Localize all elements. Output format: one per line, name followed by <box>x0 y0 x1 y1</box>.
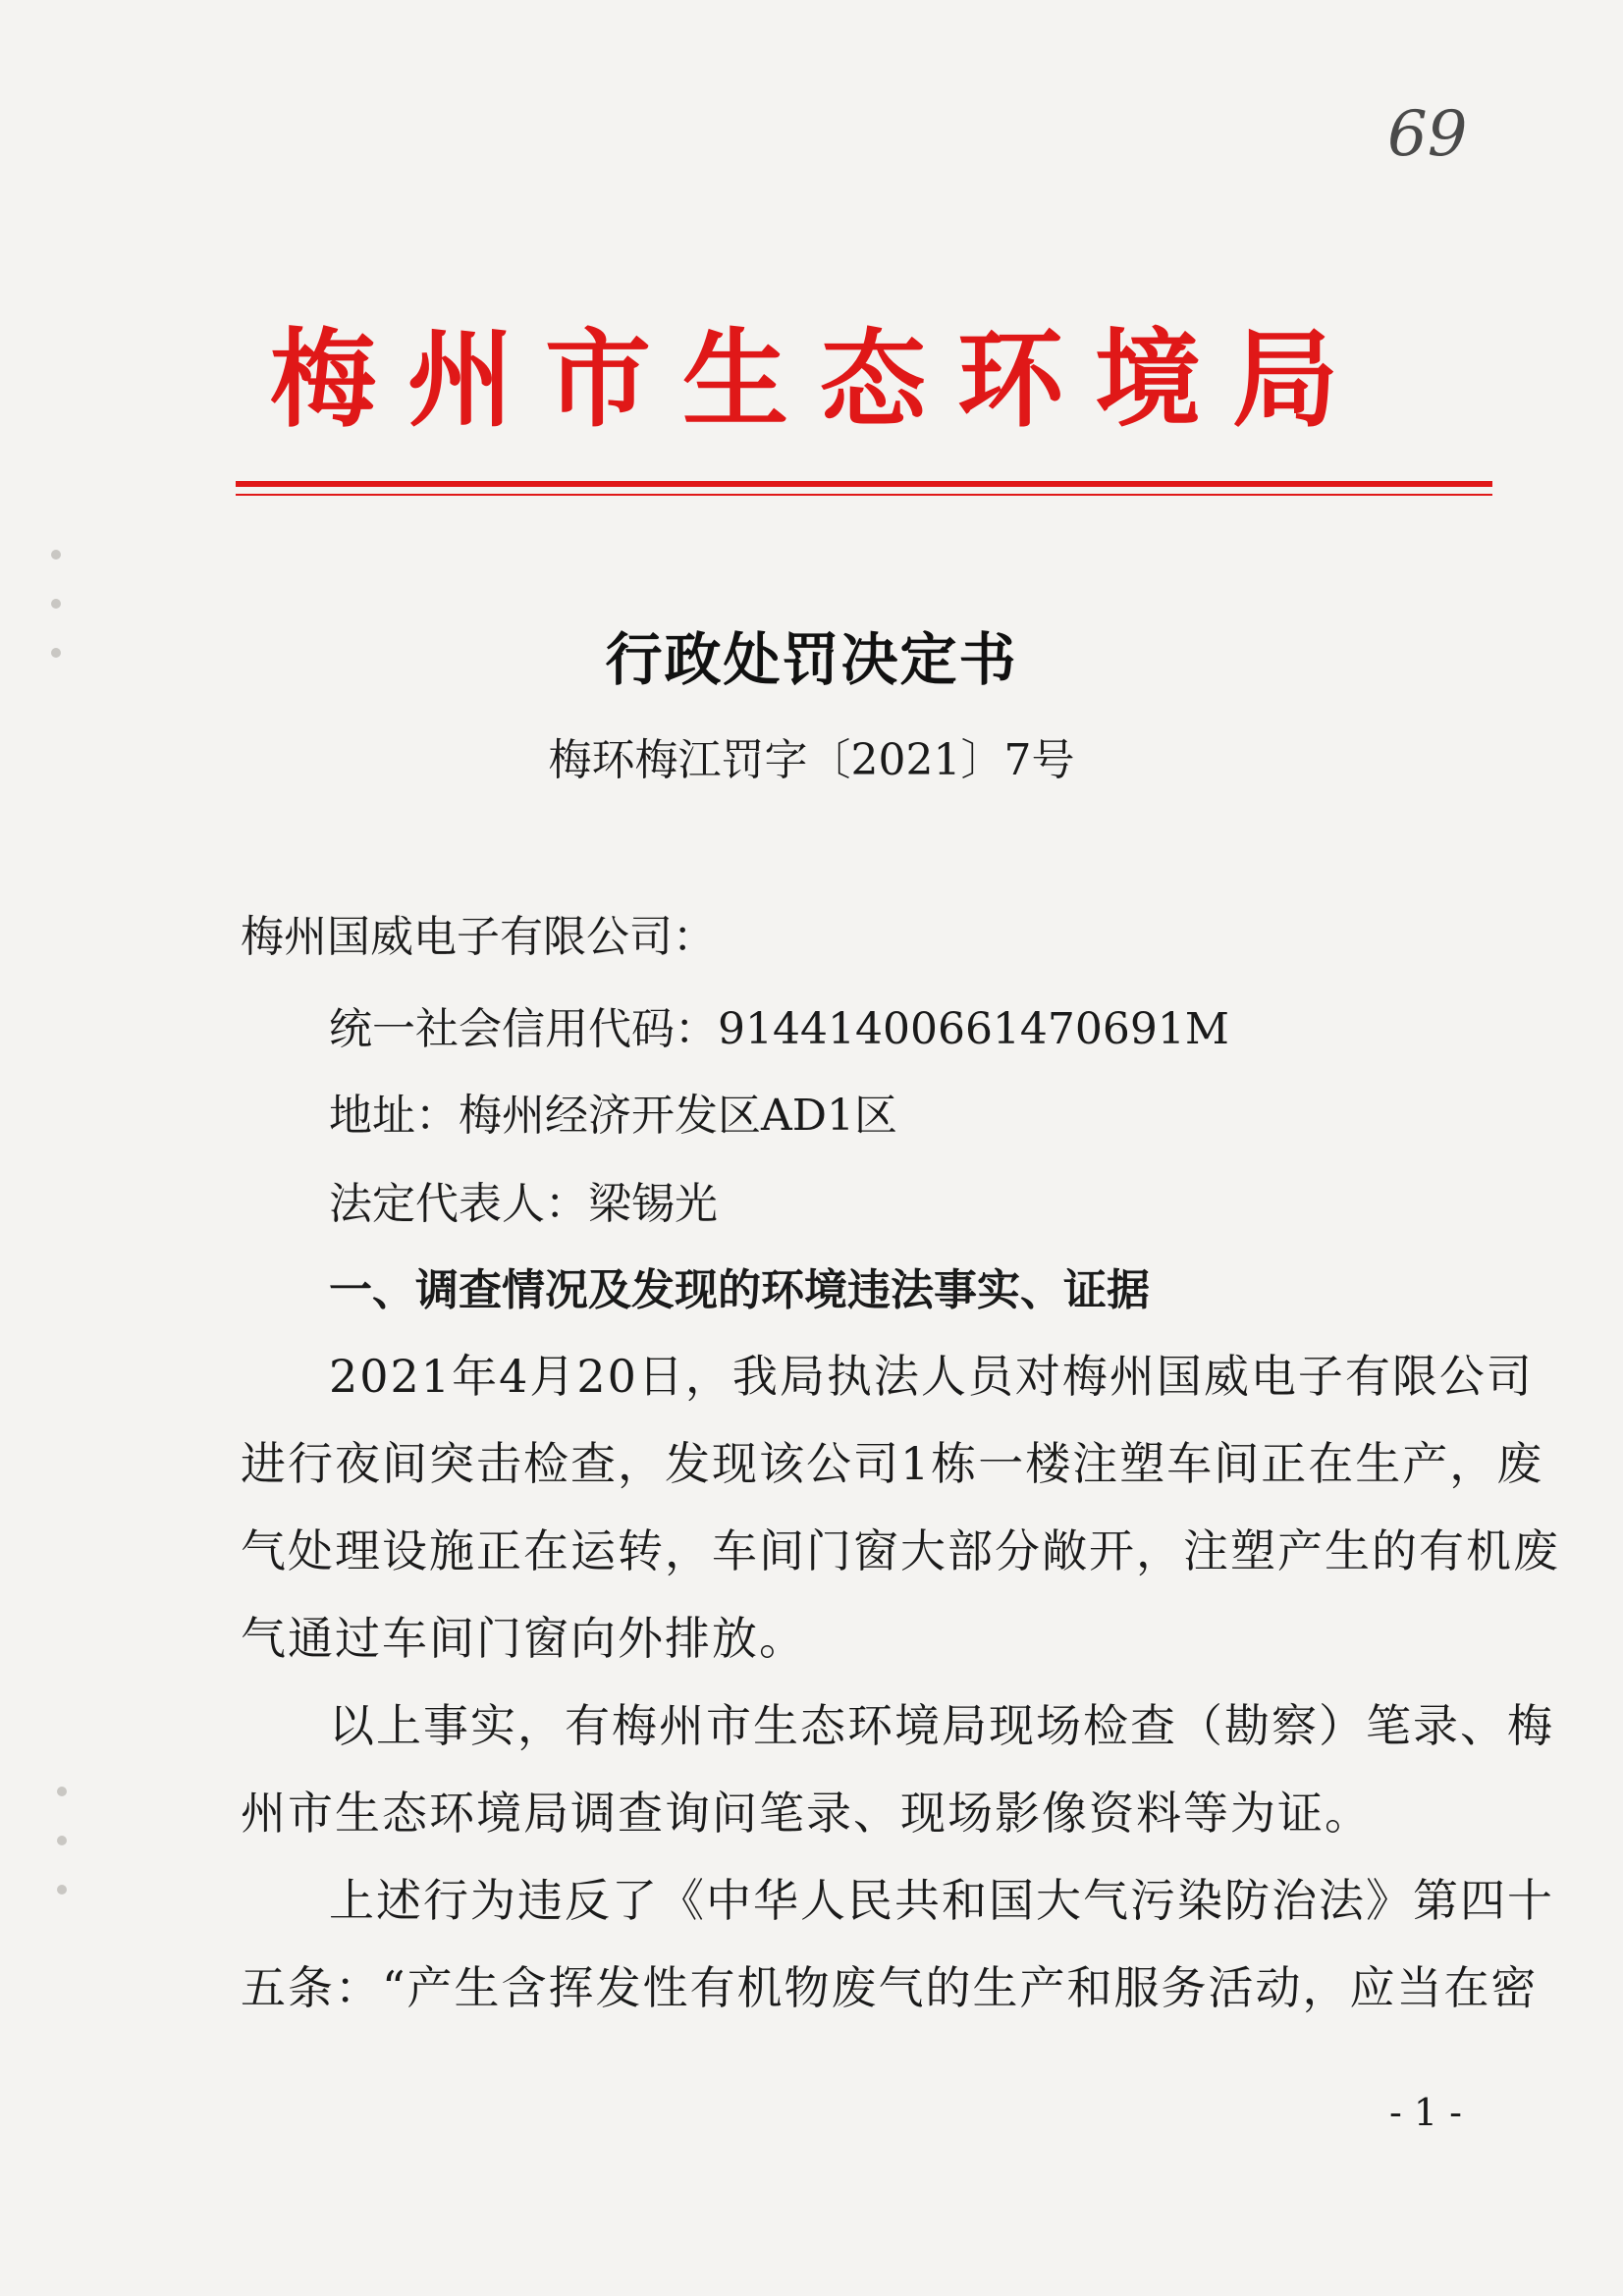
paragraph-line: 气处理设施正在运转，车间门窗大部分敞开，注塑产生的有机废 <box>241 1524 1560 1577</box>
paragraph-line: 五条：“产生含挥发性有机物废气的生产和服务活动，应当在密 <box>241 1961 1539 2014</box>
binding-hole-mark <box>57 1787 67 1796</box>
paragraph-line: 进行夜间突击检查，发现该公司1栋一楼注塑车间正在生产，废 <box>241 1437 1544 1490</box>
header-rule-thick <box>236 481 1492 487</box>
document-title: 行政处罚决定书 <box>605 626 1018 693</box>
recipient-company: 梅州国威电子有限公司： <box>241 912 716 962</box>
document-number: 梅环梅江罚字〔2021〕7号 <box>548 735 1075 785</box>
binding-hole-mark <box>57 1836 67 1845</box>
paragraph-line: 2021年4月20日，我局执法人员对梅州国威电子有限公司 <box>329 1350 1534 1403</box>
recipient-address: 地址：梅州经济开发区AD1区 <box>329 1091 898 1141</box>
footer-page-number: - 1 - <box>1389 2091 1463 2134</box>
paragraph-line: 气通过车间门窗向外排放。 <box>241 1612 806 1665</box>
recipient-credit-code: 统一社会信用代码：91441400661470691M <box>329 1004 1229 1054</box>
recipient-legal-rep: 法定代表人：梁锡光 <box>329 1179 718 1229</box>
handwritten-page-number: 69 <box>1387 98 1468 171</box>
binding-hole-mark <box>51 599 61 609</box>
binding-hole-mark <box>51 550 61 560</box>
binding-hole-mark <box>57 1885 67 1895</box>
paragraph-line: 州市生态环境局调查询问笔录、现场影像资料等为证。 <box>241 1787 1372 1840</box>
header-rule-thin <box>236 494 1492 496</box>
paragraph-line: 上述行为违反了《中华人民共和国大气污染防治法》第四十 <box>329 1874 1554 1927</box>
section-heading: 一、调查情况及发现的环境违法事实、证据 <box>329 1265 1150 1315</box>
paragraph-line: 以上事实，有梅州市生态环境局现场检查（勘察）笔录、梅 <box>329 1699 1554 1752</box>
agency-header: 梅州市生态环境局 <box>269 318 1370 442</box>
